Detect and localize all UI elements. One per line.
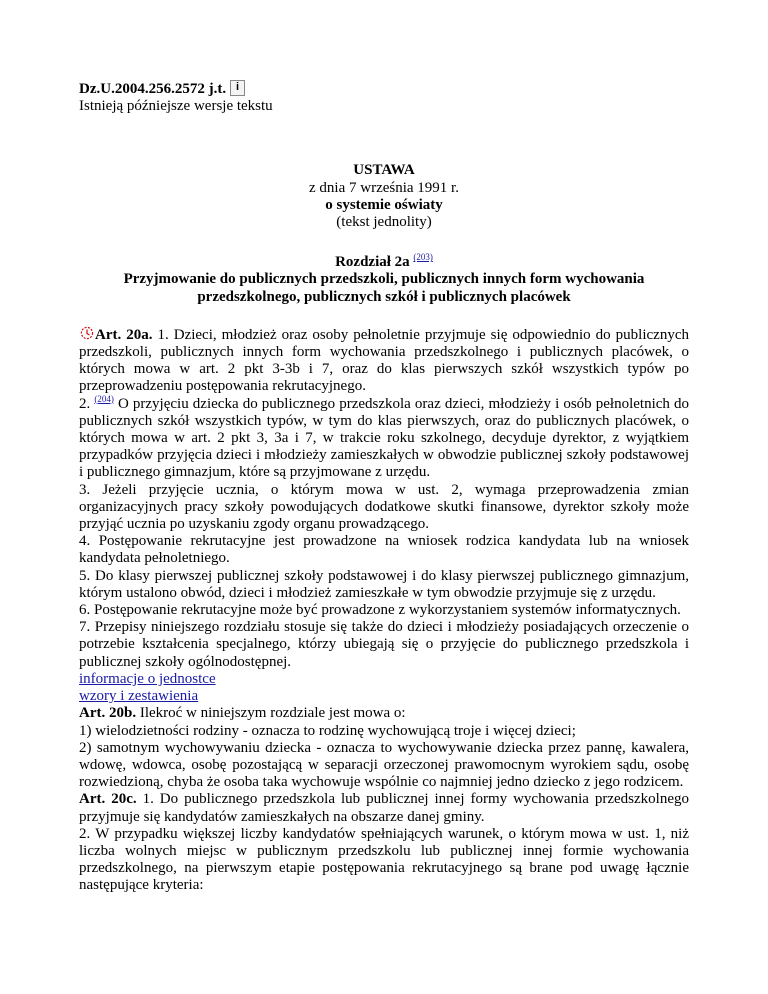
act-version: (tekst jednolity) <box>336 214 432 231</box>
art-20a-par-2-footnote-link[interactable]: (204) <box>94 393 114 404</box>
unit-info-link[interactable]: informacje o jednostce <box>79 670 216 687</box>
act-kind: USTAWA <box>353 162 415 179</box>
act-title-block <box>79 162 689 231</box>
art-20a-par-4: 4. Postępowanie rekrutacyjne jest prowadzone na wniosek rodzica kandydata lub na wniosek kandydata pełnoletniego. <box>79 533 689 567</box>
chapter-footnote-link[interactable]: (203) <box>413 252 433 263</box>
art-20a-par-5: 5. Do klasy pierwszej publicznej szkoły podstawowej i do klasy pierwszej publicznego gimnazjum, którym ustalono obwód, dzieci i młodzież zamieszkałe w tym obwodzie przyjmuje się z urzędu. <box>79 567 689 601</box>
art-20a-par-2-text: O przyjęciu dziecka do publicznego przedszkola oraz dzieci, młodzieży i osób pełnoletnich do publicznych szkół wszystkich typów, w tym do klas pierwszych, oraz do publicznych placówek, o których mowa w art. 2 pkt 3, 3a i 7, w trakcie roku szkolnego, decyduje dyrektor, z wyjątkiem przypadków przyjęcia dzieci i młodzieży zamieszkałych w obwodzie publicznej szkoły podstawowej i publicznego gimnazjum, które są przyjmowane z urzędu. <box>79 395 690 481</box>
art-20a-label: Art. 20a. <box>95 326 153 343</box>
info-icon[interactable]: i <box>230 80 245 96</box>
document-page <box>79 80 689 895</box>
art-20a-par-3: 3. Jeżeli przyjęcie ucznia, o którym mowa w ust. 2, wymaga przeprowadzenia zmian organizacyjnych pracy szkoły powodujących dodatkowe skutki finansowe, dyrektor szkoły może przyjąć ucznia po uzyskaniu zgody organu prowadzącego. <box>79 481 689 533</box>
art-20a-par-1-text: 1. Dzieci, młodzież oraz osoby pełnoletnie przyjmuje się odpowiednio do publicznych przedszkoli, publicznych innych form wychowania przedszkolnego i publicznych placówek, o których mowa w art. 2 pkt 3-3b i 7, oraz do klas pierwszych szkół wszystkich typów po przeprowadzeniu postępowania rekrutacyjnego. <box>79 326 689 395</box>
art-20b-intro-text: Ilekroć w niniejszym rozdziale jest mowa o: <box>139 705 406 722</box>
articles-section <box>79 326 689 895</box>
art-20a-par-2 <box>79 393 690 482</box>
document-header <box>79 80 689 98</box>
chapter-heading <box>79 254 689 306</box>
chapter-label: Rozdział 2a <box>335 254 410 271</box>
art-20b-item-1: 1) wielodzietności rodziny - oznacza to rodzinę wychowującą troje i więcej dzieci; <box>79 722 576 739</box>
art-20b-item-2: 2) samotnym wychowywaniu dziecka - oznacza to wychowywanie dziecka przez pannę, kawalera, wdowę, wdowca, osobę pozostającą w separacji orzeczonej prawomocnym wyrokiem sądu, osobę rozwiedzioną, chyba że osoba taka wychowuje wspólnie co najmniej jedno dziecko z jego rodzicem. <box>79 739 689 791</box>
art-20c-label: Art. 20c. <box>79 791 137 808</box>
art-20b-label: Art. 20b. <box>79 705 137 722</box>
art-20a-par-6: 6. Postępowanie rekrutacyjne może być prowadzone z wykorzystaniem systemów informatycznych. <box>79 602 681 619</box>
art-20c-par-2: 2. W przypadku większej liczby kandydatów spełniających warunek, o którym mowa w ust. 1, niż liczba wolnych miejsc w publicznym przedszkolu lub publicznej innej formie wychowania przedszkolnego, na pierwszym etapie postępowania rekrutacyjnego są brane pod uwagę łącznie następujące kryteria: <box>79 825 689 894</box>
amendment-icon[interactable] <box>79 326 95 340</box>
art-20a-par-7: 7. Przepisy niniejszego rozdziału stosuje się także do dzieci i młodzieży posiadających orzeczenie o potrzebie kształcenia specjalnego, którzy ubiegają się o przyjęcie do publicznego przedszkola i publicznej szkoły ogólnodostępnej. <box>79 619 689 670</box>
art-20b-intro <box>79 705 689 722</box>
later-versions-note[interactable]: Istnieją późniejsze wersje tekstu <box>79 98 273 115</box>
act-subject: o systemie oświaty <box>325 196 443 213</box>
chapter-title-line-1: Przyjmowanie do publicznych przedszkoli, publicznych innych form wychowania <box>123 271 645 288</box>
templates-link[interactable]: wzory i zestawienia <box>79 688 199 705</box>
art-20a-par-2-num: 2. <box>79 395 91 412</box>
chapter-title-line-2: przedszkolnego, publicznych szkół i publicznych placówek <box>197 288 571 305</box>
act-date: z dnia 7 września 1991 r. <box>309 179 459 196</box>
art-20a-par-1 <box>79 326 689 396</box>
art-20c-par-1-text: 1. Do publicznego przedszkola lub publicznej innej formy wychowania przedszkolnego przyjmuje się kandydatów zamieszkałych na obszarze danej gminy. <box>79 791 689 825</box>
art-20c-par-1 <box>79 791 689 825</box>
journal-reference: Dz.U.2004.256.2572 j.t. <box>79 81 227 97</box>
